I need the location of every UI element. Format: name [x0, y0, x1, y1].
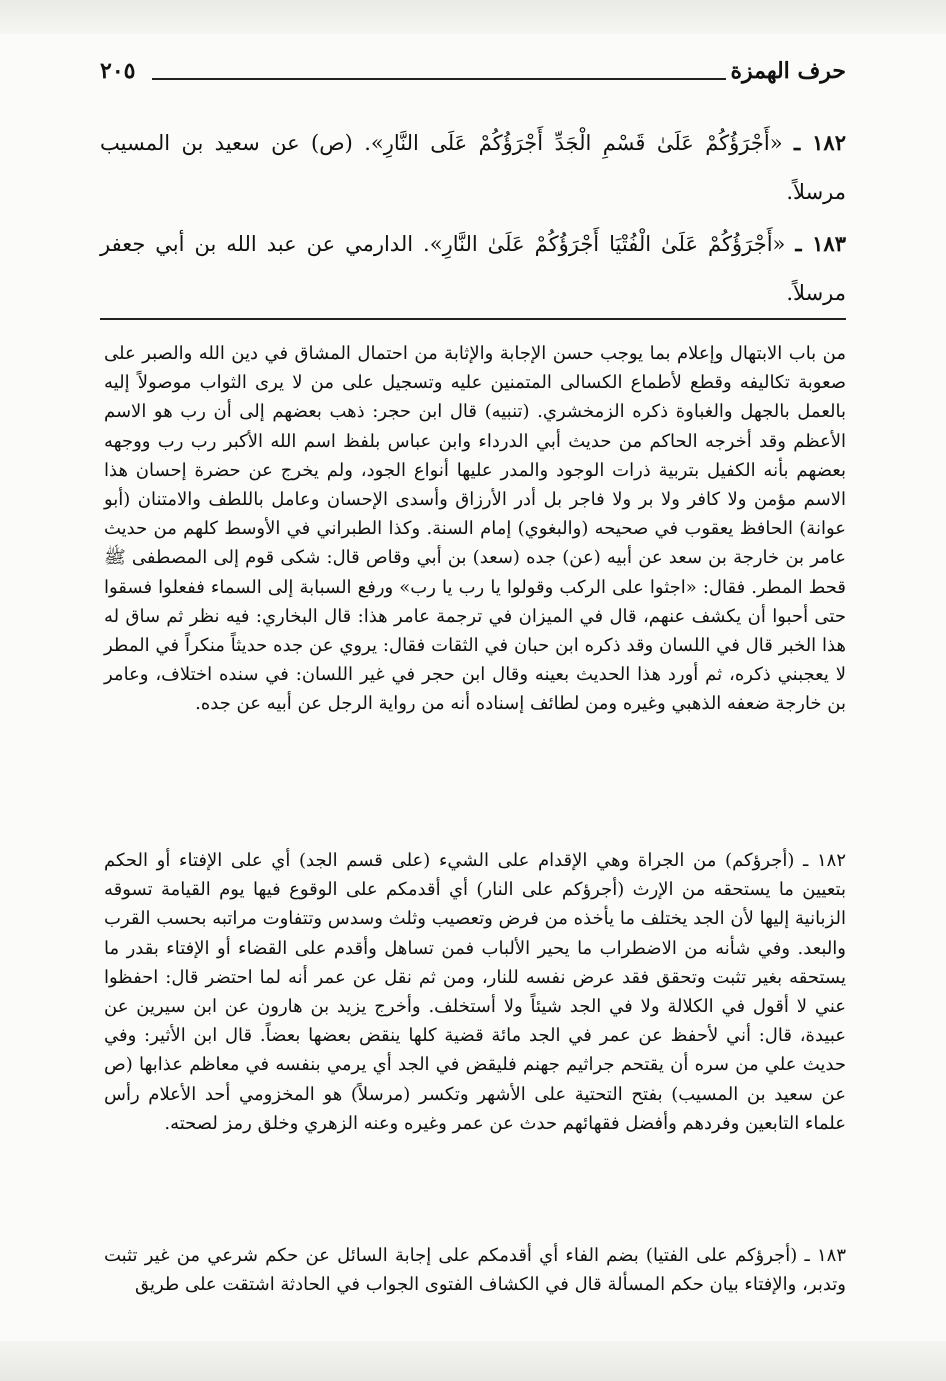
commentary-182 — [104, 846, 846, 1138]
section-divider — [100, 318, 846, 320]
header-rule — [152, 78, 726, 80]
page-header — [100, 56, 846, 92]
commentary-paragraph: ١٨٢ ـ (أجرؤكم) من الجراة وهي الإقدام على الشيء (على قسم الجد) أي على الإفتاء أو الحكم بتعيين ما يستحقه من الإرث (أجرؤكم على النار) أي أقدمكم على الوقوع فيها يوم القيامة تسوقه الزبانية إليها لأن الجد يختلف ما يأخذه من فرض وتعصيب وثلث وسدس وتتفاوت مراتبه بحسب القرب والبعد. وفي شأنه من الاضطراب ما يحير الألباب فمن تساهل وأقدم على القضاء أو الإفتاء بقدر ما يستحقه بغير تثبت وتحقق فقد عرض نفسه للنار، ومن ثم نقل عن عمر أنه لما احتضر قال: احفظوا عني لا أقول في الكلالة ولا في الجد شيئاً ولا أستخلف. وأخرج يزيد بن هارون عن ابن سيرين عن عبيدة، قال: أني لأحفظ عن عمر في الجد مائة قضية كلها ينقض بعضها بعضاً. قال ابن الأثير: وفي حديث علي من سره أن يقتحم جراثيم جهنم فليقض في الجد أي يرمي بنفسه في معاظم عذابها (ص عن سعيد بن المسيب) بفتح التحتية على الأشهر وتكسر (مرسلاً) هو المخزومي أحد الأعلام رأس علماء التابعين وفردهم وأفضل فقهائهم حدث عن عمر وغيره وعنه الزهري وخلق رمز لصحته. — [104, 850, 846, 1134]
scan-edge-bottom — [0, 1341, 946, 1381]
commentary-intro — [104, 339, 846, 719]
hadith-182 — [100, 118, 846, 217]
page-number: ٢٠٥ — [100, 58, 136, 84]
hadith-number: ١٨٢ ـ — [793, 130, 846, 155]
commentary-183 — [104, 1241, 846, 1299]
chapter-title: حرف الهمزة — [730, 58, 846, 84]
hadith-text: «أَجْرَؤُكُمْ عَلَىٰ الْفُتْيَا أَجْرَؤُكُمْ عَلَىٰ النَّارِ». الدارمي عن عبد الله بن أبي جعفر مرسلاً. — [100, 232, 846, 305]
hadith-183 — [100, 219, 846, 318]
hadith-text: «أَجْرَؤُكُمْ عَلَىٰ قَسْمِ الْجَدِّ أَجْرَؤُكُمْ عَلَى النَّارِ». (ص) عن سعيد بن المسيب مرسلاً. — [100, 131, 846, 204]
commentary-paragraph: ١٨٣ ـ (أجرؤكم على الفتيا) بضم الفاء أي أقدمكم على إجابة السائل عن حكم شرعي من غير تثبت وتدبر، والإفتاء بيان حكم المسألة قال في الكشاف الفتوى الجواب في الحادثة اشتقت على طريق — [104, 1245, 846, 1296]
commentary-paragraph: من باب الابتهال وإعلام بما يوجب حسن الإجابة والإثابة من احتمال المشاق في دين الله والصبر على صعوبة تكاليفه وقطع لأطماع الكسالى المتمنين عليه وتسجيل على من لا يرى الثواب موصولاً إليه بالعمل بالجهل والغباوة ذكره الزمخشري. (تنبيه) قال ابن حجر: ذهب بعضهم إلى أن رب هو الاسم الأعظم وقد أخرجه الحاكم من حديث أبي الدرداء وابن عباس بلفظ اسم الله الأكبر رب رب ووجهه بعضهم بأنه الكفيل بتربية ذرات الوجود والمدر عليها أنواع الجود، ولم يخرج عن حضرة إحسان هذا الاسم مؤمن ولا كافر ولا بر ولا فاجر بل أدر الأرزاق وأسدى الإحسان وعامل باللطف والامتنان (أبو عوانة) الحافظ يعقوب في صحيحه (والبغوي) إمام السنة. وكذا الطبراني في الأوسط كلهم من حديث عامر بن خارجة بن سعد عن أبيه (عن) جده (سعد) بن أبي وقاص قال: شكى قوم إلى المصطفى ﷺ قحط المطر. فقال: «اجثوا على الركب وقولوا يا رب يا رب» ورفع السبابة إلى السماء ففعلوا فسقوا حتى أحبوا أن يكشف عنهم، قال في الميزان في ترجمة عامر هذا: قال البخاري: فيه نظر ثم ساق له هذا الخبر قال في اللسان وقد ذكره ابن حبان في الثقات فقال: يروي عن جده حديثاً منكراً في المطر لا يعجبني ذكره، ثم أورد هذا الحديث بعينه وقال ابن حجر في غير اللسان: في سنده اختلاف، وعامر بن خارجة ضعفه الذهبي وغيره ومن لطائف إسناده أنه من رواية الرجل عن أبيه عن جده. — [104, 343, 846, 715]
scan-edge-top — [0, 0, 946, 34]
hadith-number: ١٨٣ ـ — [795, 231, 846, 256]
